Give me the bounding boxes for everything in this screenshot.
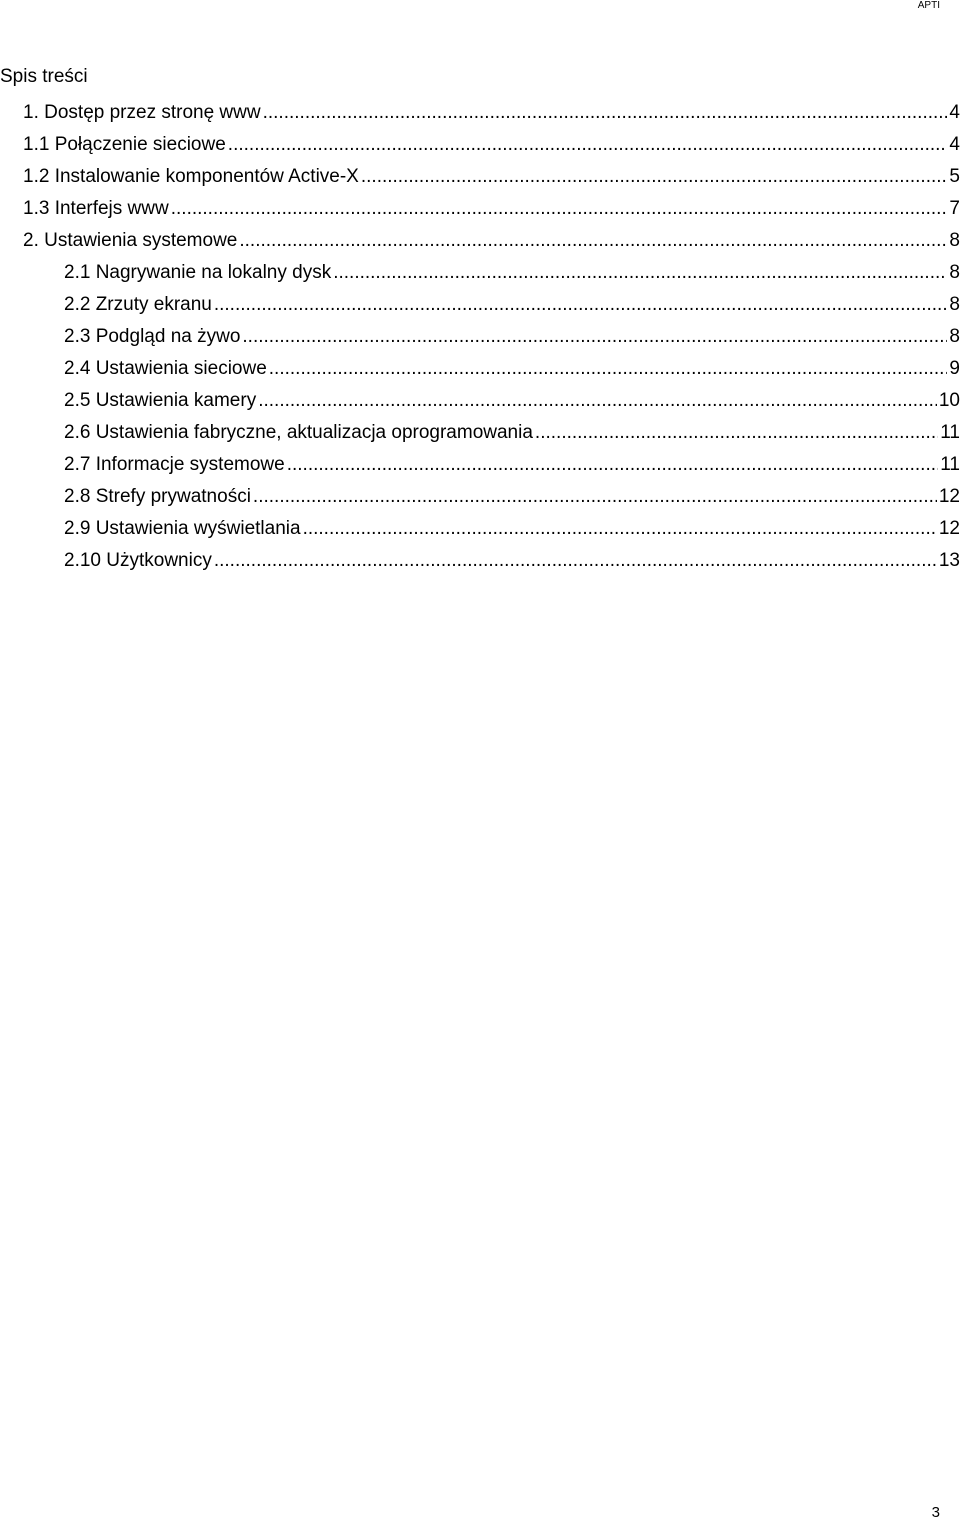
toc-dot-leader: [263, 101, 948, 125]
toc-dot-leader: [333, 261, 947, 285]
toc-item-label: 2.5 Ustawienia kamery: [64, 390, 257, 411]
toc-item-label: 2.7 Informacje systemowe: [64, 454, 285, 475]
toc-item-page: 11: [940, 422, 960, 443]
toc-dot-leader: [303, 517, 937, 541]
toc-item[interactable]: [0, 481, 960, 513]
toc-item[interactable]: [0, 193, 960, 225]
toc-dot-leader: [535, 421, 938, 445]
toc-item-label: 2.1 Nagrywanie na lokalny dysk: [64, 262, 332, 283]
toc-item[interactable]: [0, 449, 960, 481]
toc-dot-leader: [258, 389, 937, 413]
toc-dot-leader: [228, 133, 948, 157]
toc-dot-leader: [361, 165, 948, 189]
toc-item-label: 2.6 Ustawienia fabryczne, aktualizacja oprogramowania: [64, 422, 533, 443]
toc-dot-leader: [214, 293, 948, 317]
toc-item[interactable]: [0, 289, 960, 321]
toc-item[interactable]: [0, 385, 960, 417]
toc-dot-leader: [287, 453, 939, 477]
toc-item[interactable]: [0, 353, 960, 385]
toc-item-page: 4: [949, 102, 960, 123]
toc-item[interactable]: [0, 417, 960, 449]
toc-item-page: 8: [949, 326, 960, 347]
toc-item-label: 1.2 Instalowanie komponentów Active-X: [23, 166, 359, 187]
toc-item-label: 2.8 Strefy prywatności: [64, 486, 251, 507]
toc-dot-leader: [239, 229, 947, 253]
toc-dot-leader: [253, 485, 937, 509]
toc-item-label: 2.3 Podgląd na żywo: [64, 326, 241, 347]
page-header: [0, 0, 960, 20]
toc-item-label: 2. Ustawienia systemowe: [23, 230, 238, 251]
toc-item[interactable]: [0, 97, 960, 129]
toc-item[interactable]: [0, 321, 960, 353]
toc-dot-leader: [171, 197, 948, 221]
toc-item-label: 2.2 Zrzuty ekranu: [64, 294, 212, 315]
toc-item-label: 2.10 Użytkownicy: [64, 550, 212, 571]
toc-item-page: 8: [949, 230, 960, 251]
table-of-contents: [0, 97, 960, 577]
toc-item-label: 1.3 Interfejs www: [23, 198, 169, 219]
toc-item[interactable]: [0, 257, 960, 289]
toc-item-page: 10: [938, 390, 960, 411]
toc-item[interactable]: [0, 545, 960, 577]
toc-item-page: 7: [949, 198, 960, 219]
toc-item-page: 11: [940, 454, 960, 475]
toc-item-page: 13: [938, 550, 960, 571]
toc-item-page: 8: [949, 262, 960, 283]
toc-item-page: 9: [949, 358, 960, 379]
toc-item[interactable]: [0, 129, 960, 161]
page-number: 3: [931, 1504, 940, 1521]
toc-item[interactable]: [0, 161, 960, 193]
toc-item[interactable]: [0, 225, 960, 257]
toc-item-page: 12: [938, 518, 960, 539]
header-text: APTI: [917, 0, 940, 11]
toc-dot-leader: [214, 549, 937, 573]
toc-item-label: 2.4 Ustawienia sieciowe: [64, 358, 267, 379]
toc-item-page: 5: [949, 166, 960, 187]
toc-item-page: 12: [938, 486, 960, 507]
toc-dot-leader: [269, 357, 948, 381]
toc-dot-leader: [242, 325, 947, 349]
toc-item[interactable]: [0, 513, 960, 545]
toc-item-label: 2.9 Ustawienia wyświetlania: [64, 518, 301, 539]
toc-title: Spis treści: [0, 66, 88, 87]
toc-item-label: 1. Dostęp przez stronę www: [23, 102, 261, 123]
toc-item-page: 8: [949, 294, 960, 315]
toc-item-page: 4: [949, 134, 960, 155]
toc-item-label: 1.1 Połączenie sieciowe: [23, 134, 226, 155]
